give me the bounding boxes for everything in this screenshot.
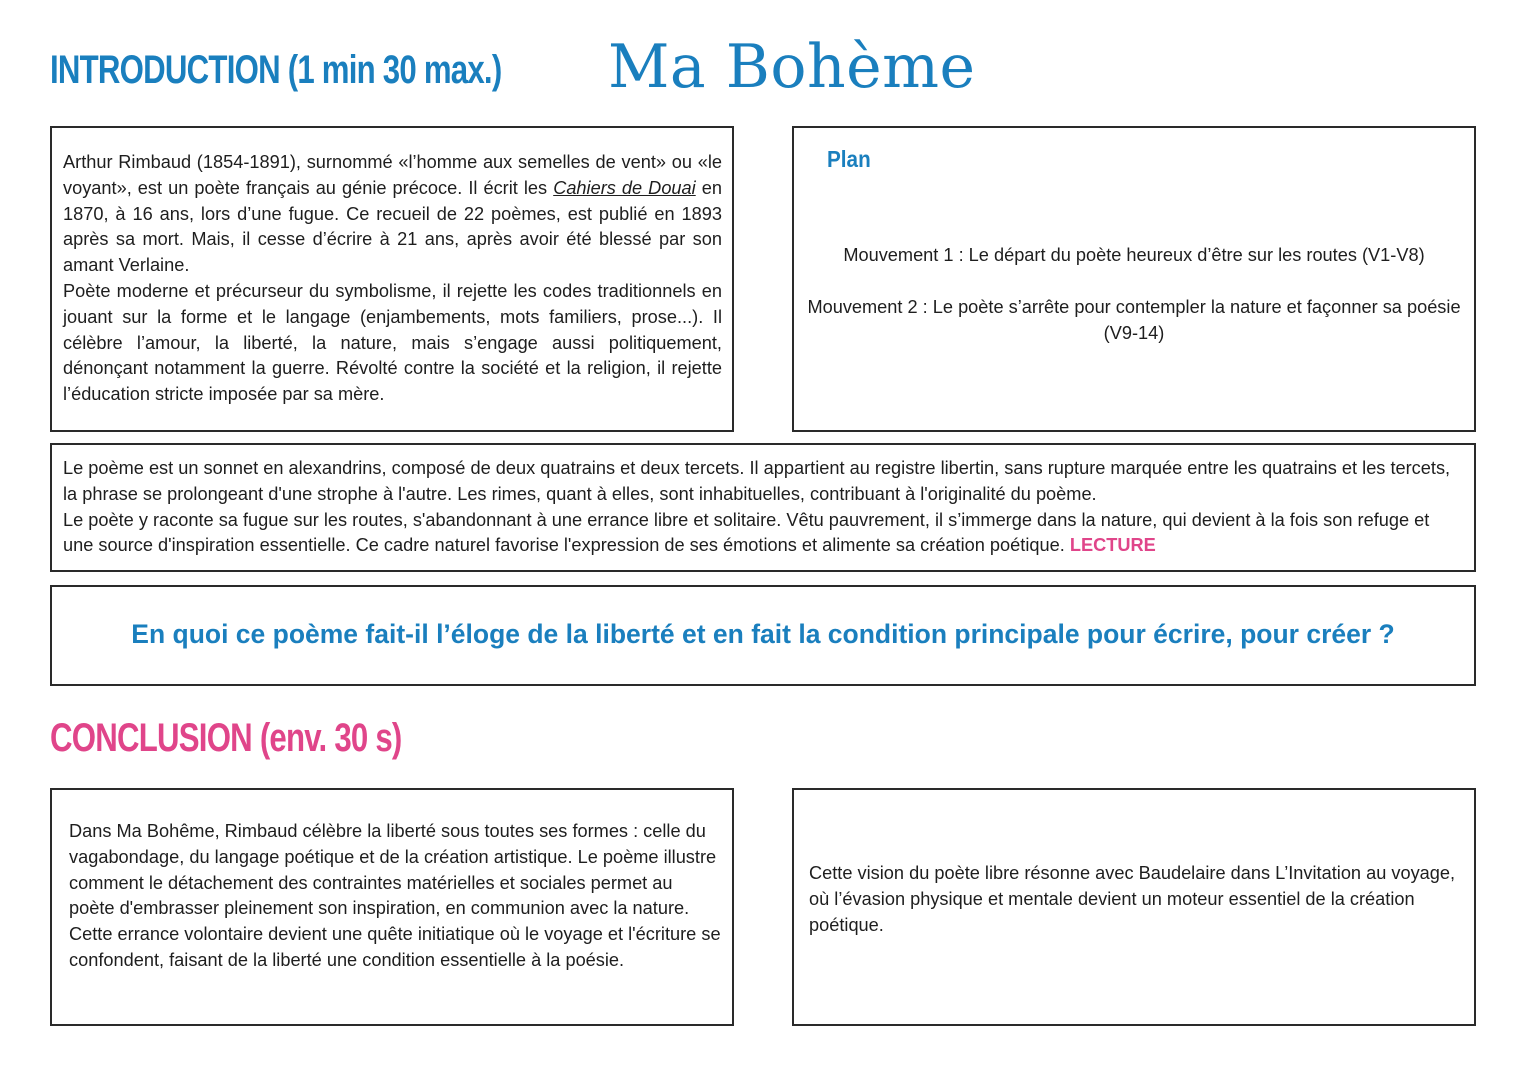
biography-paragraph-1	[63, 150, 722, 279]
conclusion-heading: CONCLUSION (env. 30 s)	[50, 716, 402, 760]
summary-paragraph-2	[63, 508, 1464, 560]
plan-label: Plan	[827, 146, 871, 172]
conclusion-summary-box	[50, 788, 734, 1026]
page-title: Ma Bohème	[608, 32, 976, 102]
plan-movement-2: Mouvement 2 : Le poète s’arrête pour contempler la nature et façonner sa poésie (V9-14)	[807, 297, 1461, 343]
book-title: Cahiers de Douai	[553, 177, 696, 198]
lecture-label: LECTURE	[1069, 535, 1156, 556]
poem-summary-box	[50, 443, 1476, 572]
author-biography-box	[50, 126, 734, 432]
conclusion-summary-text: Dans Ma Bohême, Rimbaud célèbre la liberté sous toutes ses formes : celle du vagabondage, du langage poétique et de la création artistique. Le poème illustre comment le détachement des contraintes matérielles et sociales permet au poète d'embrasser pleinement son inspiration, en communion avec la nature. Cette errance volontaire devient une quête initiatique où le voyage et l'écriture se confondent, faisant de la liberté une condition essentielle à la poésie.	[69, 821, 721, 970]
problematic-question: En quoi ce poème fait-il l’éloge de la liberté et en fait la condition principale pour écrire, pour créer ?	[131, 619, 1395, 649]
summary-text: Le poète y raconte sa fugue sur les routes, s'abandonnant à une errance libre et solitaire. Vêtu pauvrement, il s’immerge dans la nature, qui devient à la fois son refuge et une source d'inspiration essentielle. Ce cadre naturel favorise l'expression de ses émotions et alimente sa création poétique.	[63, 509, 1430, 556]
conclusion-opening-box	[792, 788, 1476, 1026]
conclusion-opening-text: Cette vision du poète libre résonne avec Baudelaire dans L’Invitation au voyage, où l’évasion physique et mentale devient un moteur essentiel de la création poétique.	[809, 863, 1456, 935]
plan-movement-1: Mouvement 1 : Le départ du poète heureux d’être sur les routes (V1-V8)	[843, 245, 1425, 265]
biography-paragraph-2: Poète moderne et précurseur du symbolisme, il rejette les codes traditionnels en jouant sur la forme et le langage (enjambements, mots familiers, prose...). Il célèbre l’amour, la liberté, la nature, mais s’engage aussi politiquement, dénonçant notamment la guerre. Révolté contre la société et la religion, il rejette l’éducation stricte imposée par sa mère.	[63, 280, 722, 405]
plan-box	[792, 126, 1476, 432]
biography-text-start: Arthur Rimbaud (1854-1891), surnommé «l’homme aux semelles de vent» ou «le voyant», est un poète français au génie précoce. Il écrit les	[63, 152, 722, 198]
biography-text-end: en 1870, à 16 ans, lors d’une fugue. Ce recueil de 22 poèmes, est publié en 1893 après sa mort. Mais, il cesse d’écrire à 21 ans, après avoir été blessé par son amant Verlaine.	[63, 177, 722, 276]
introduction-heading: INTRODUCTION (1 min 30 max.)	[50, 48, 502, 92]
problematic-question-box	[50, 585, 1476, 686]
summary-paragraph-1: Le poème est un sonnet en alexandrins, composé de deux quatrains et deux tercets. Il appartient au registre libertin, sans rupture marquée entre les quatrains et les tercets, la phrase se prolongeant d'une strophe à l'autre. Les rimes, quant à elles, sont inhabituelles, contribuant à l'originalité du poème.	[63, 458, 1451, 504]
